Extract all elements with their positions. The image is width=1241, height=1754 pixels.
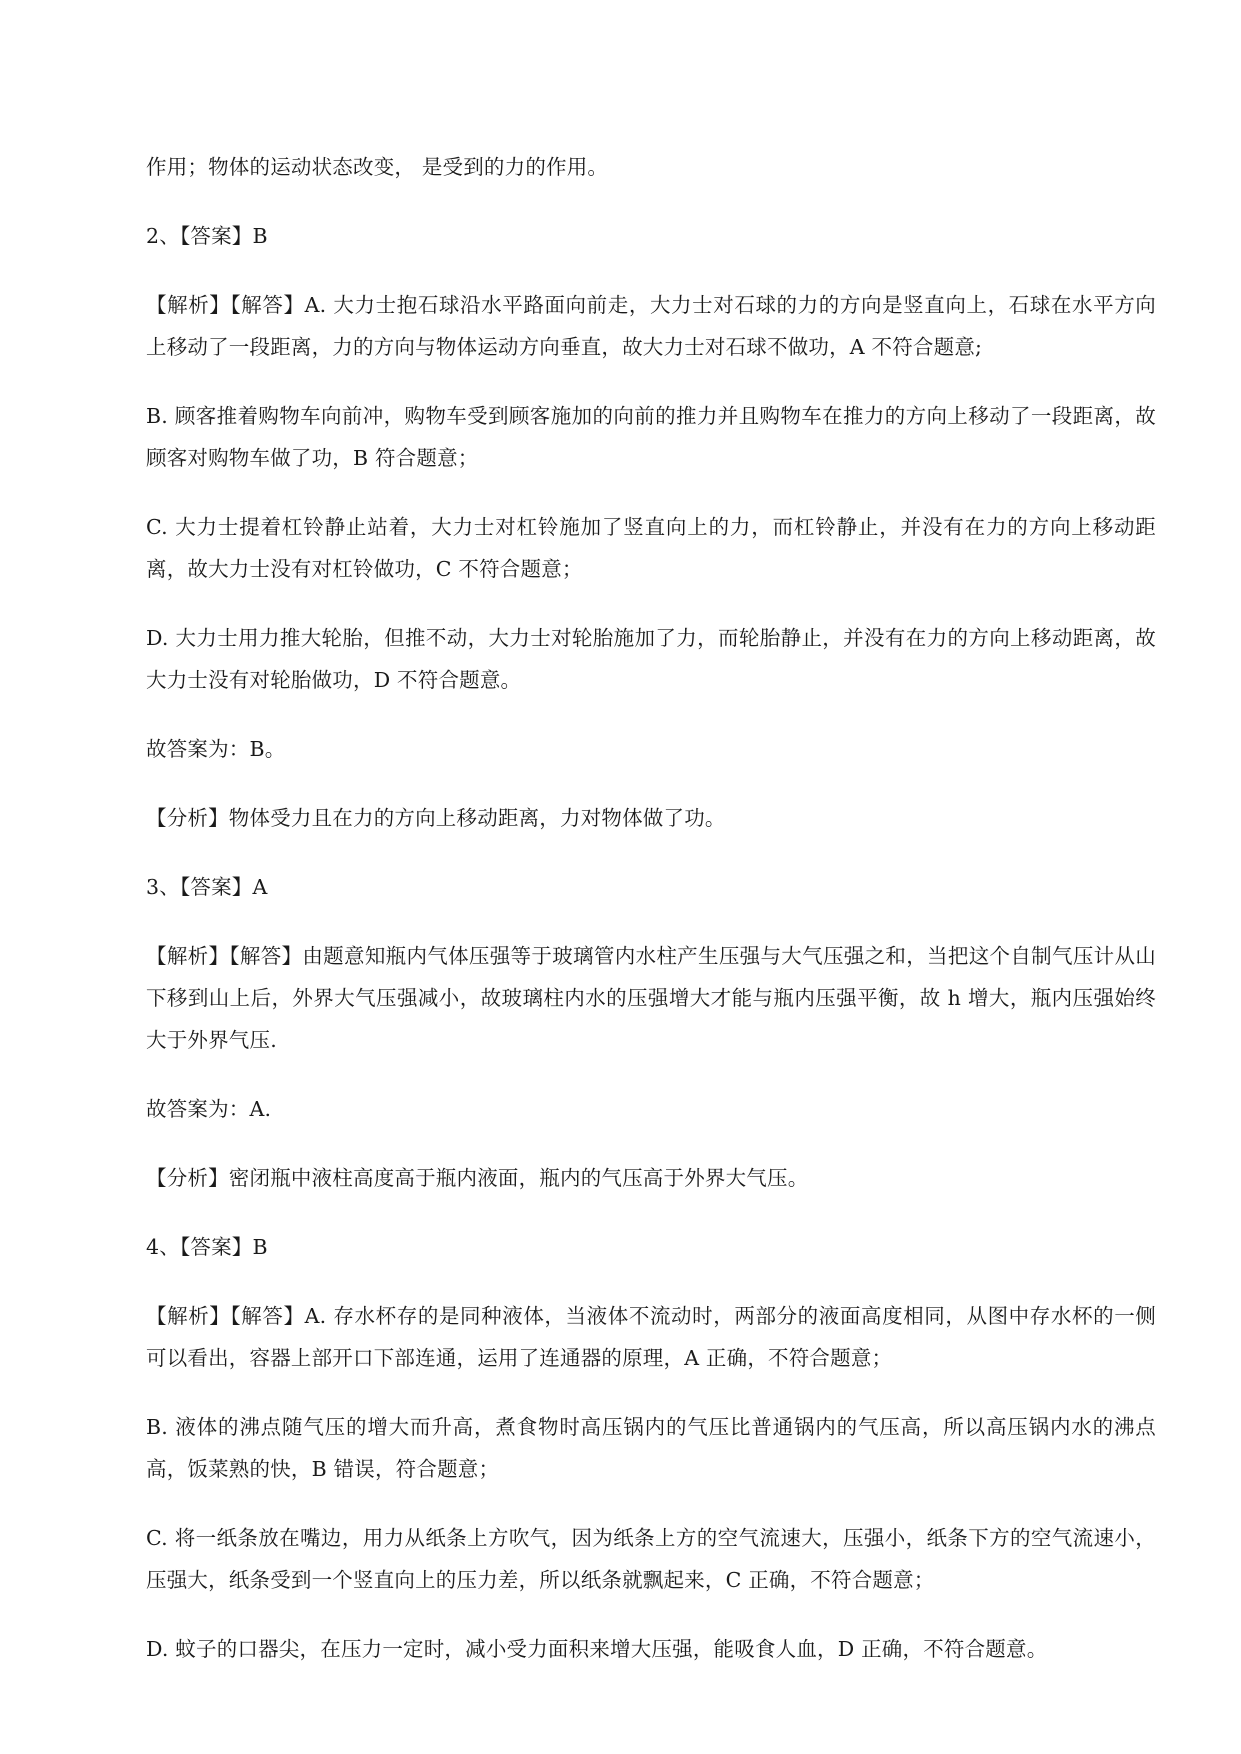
answer-2-heading: 2、【答案】B bbox=[146, 224, 268, 248]
answer-2-conclusion: 故答案为：B。 bbox=[146, 737, 286, 761]
answer-4-option-c: C. 将一纸条放在嘴边，用力从纸条上方吹气，因为纸条上方的空气流速大，压强小，纸条下方的空气流速小，压强大，纸条受到一个竖直向上的压力差，所以纸条就飘起来，C 正确，不符合题意； bbox=[146, 1526, 1156, 1592]
answer-2-option-b: B. 顾客推着购物车向前冲，购物车受到顾客施加的向前的推力并且购物车在推力的方向上移动了一段距离，故顾客对购物车做了功，B 符合题意； bbox=[146, 404, 1156, 470]
document-page bbox=[146, 146, 1156, 1697]
answer-2-analysis: 【分析】物体受力且在力的方向上移动距离，力对物体做了功。 bbox=[146, 806, 726, 830]
answer-3-conclusion: 故答案为：A. bbox=[146, 1097, 272, 1121]
answer-4-option-d: D. 蚊子的口器尖，在压力一定时，减小受力面积来增大压强，能吸食人血，D 正确，不符合题意。 bbox=[146, 1637, 1048, 1661]
answer-4-option-a: 【解析】【解答】A. 存水杯存的是同种液体，当液体不流动时，两部分的液面高度相同，从图中存水杯的一侧可以看出，容器上部开口下部连通，运用了连通器的原理，A 正确，不符合题意； bbox=[146, 1304, 1156, 1370]
answer-2-option-c: C. 大力士提着杠铃静止站着，大力士对杠铃施加了竖直向上的力，而杠铃静止，并没有在力的方向上移动距离，故大力士没有对杠铃做功，C 不符合题意； bbox=[146, 515, 1156, 581]
paragraph-continuation: 作用；物体的运动状态改变， 是受到的力的作用。 bbox=[146, 155, 609, 179]
answer-4-heading: 4、【答案】B bbox=[146, 1235, 268, 1259]
answer-2-option-a: 【解析】【解答】A. 大力士抱石球沿水平路面向前走，大力士对石球的力的方向是竖直向上，石球在水平方向上移动了一段距离，力的方向与物体运动方向垂直，故大力士对石球不做功，A 不符合题意; bbox=[146, 293, 1156, 359]
answer-3-analysis: 【分析】密闭瓶中液柱高度高于瓶内液面，瓶内的气压高于外界大气压。 bbox=[146, 1166, 809, 1190]
answer-3-heading: 3、【答案】A bbox=[146, 875, 268, 899]
answer-3-explanation: 【解析】【解答】由题意知瓶内气体压强等于玻璃管内水柱产生压强与大气压强之和，当把这个自制气压计从山下移到山上后，外界大气压强减小，故玻璃柱内水的压强增大才能与瓶内压强平衡，故 h 增大，瓶内压强始终大于外界气压. bbox=[146, 944, 1156, 1052]
answer-2-option-d: D. 大力士用力推大轮胎，但推不动，大力士对轮胎施加了力，而轮胎静止，并没有在力的方向上移动距离，故大力士没有对轮胎做功，D 不符合题意。 bbox=[146, 626, 1156, 692]
answer-4-option-b: B. 液体的沸点随气压的增大而升高，煮食物时高压锅内的气压比普通锅内的气压高，所以高压锅内水的沸点高，饭菜熟的快，B 错误，符合题意； bbox=[146, 1415, 1156, 1481]
